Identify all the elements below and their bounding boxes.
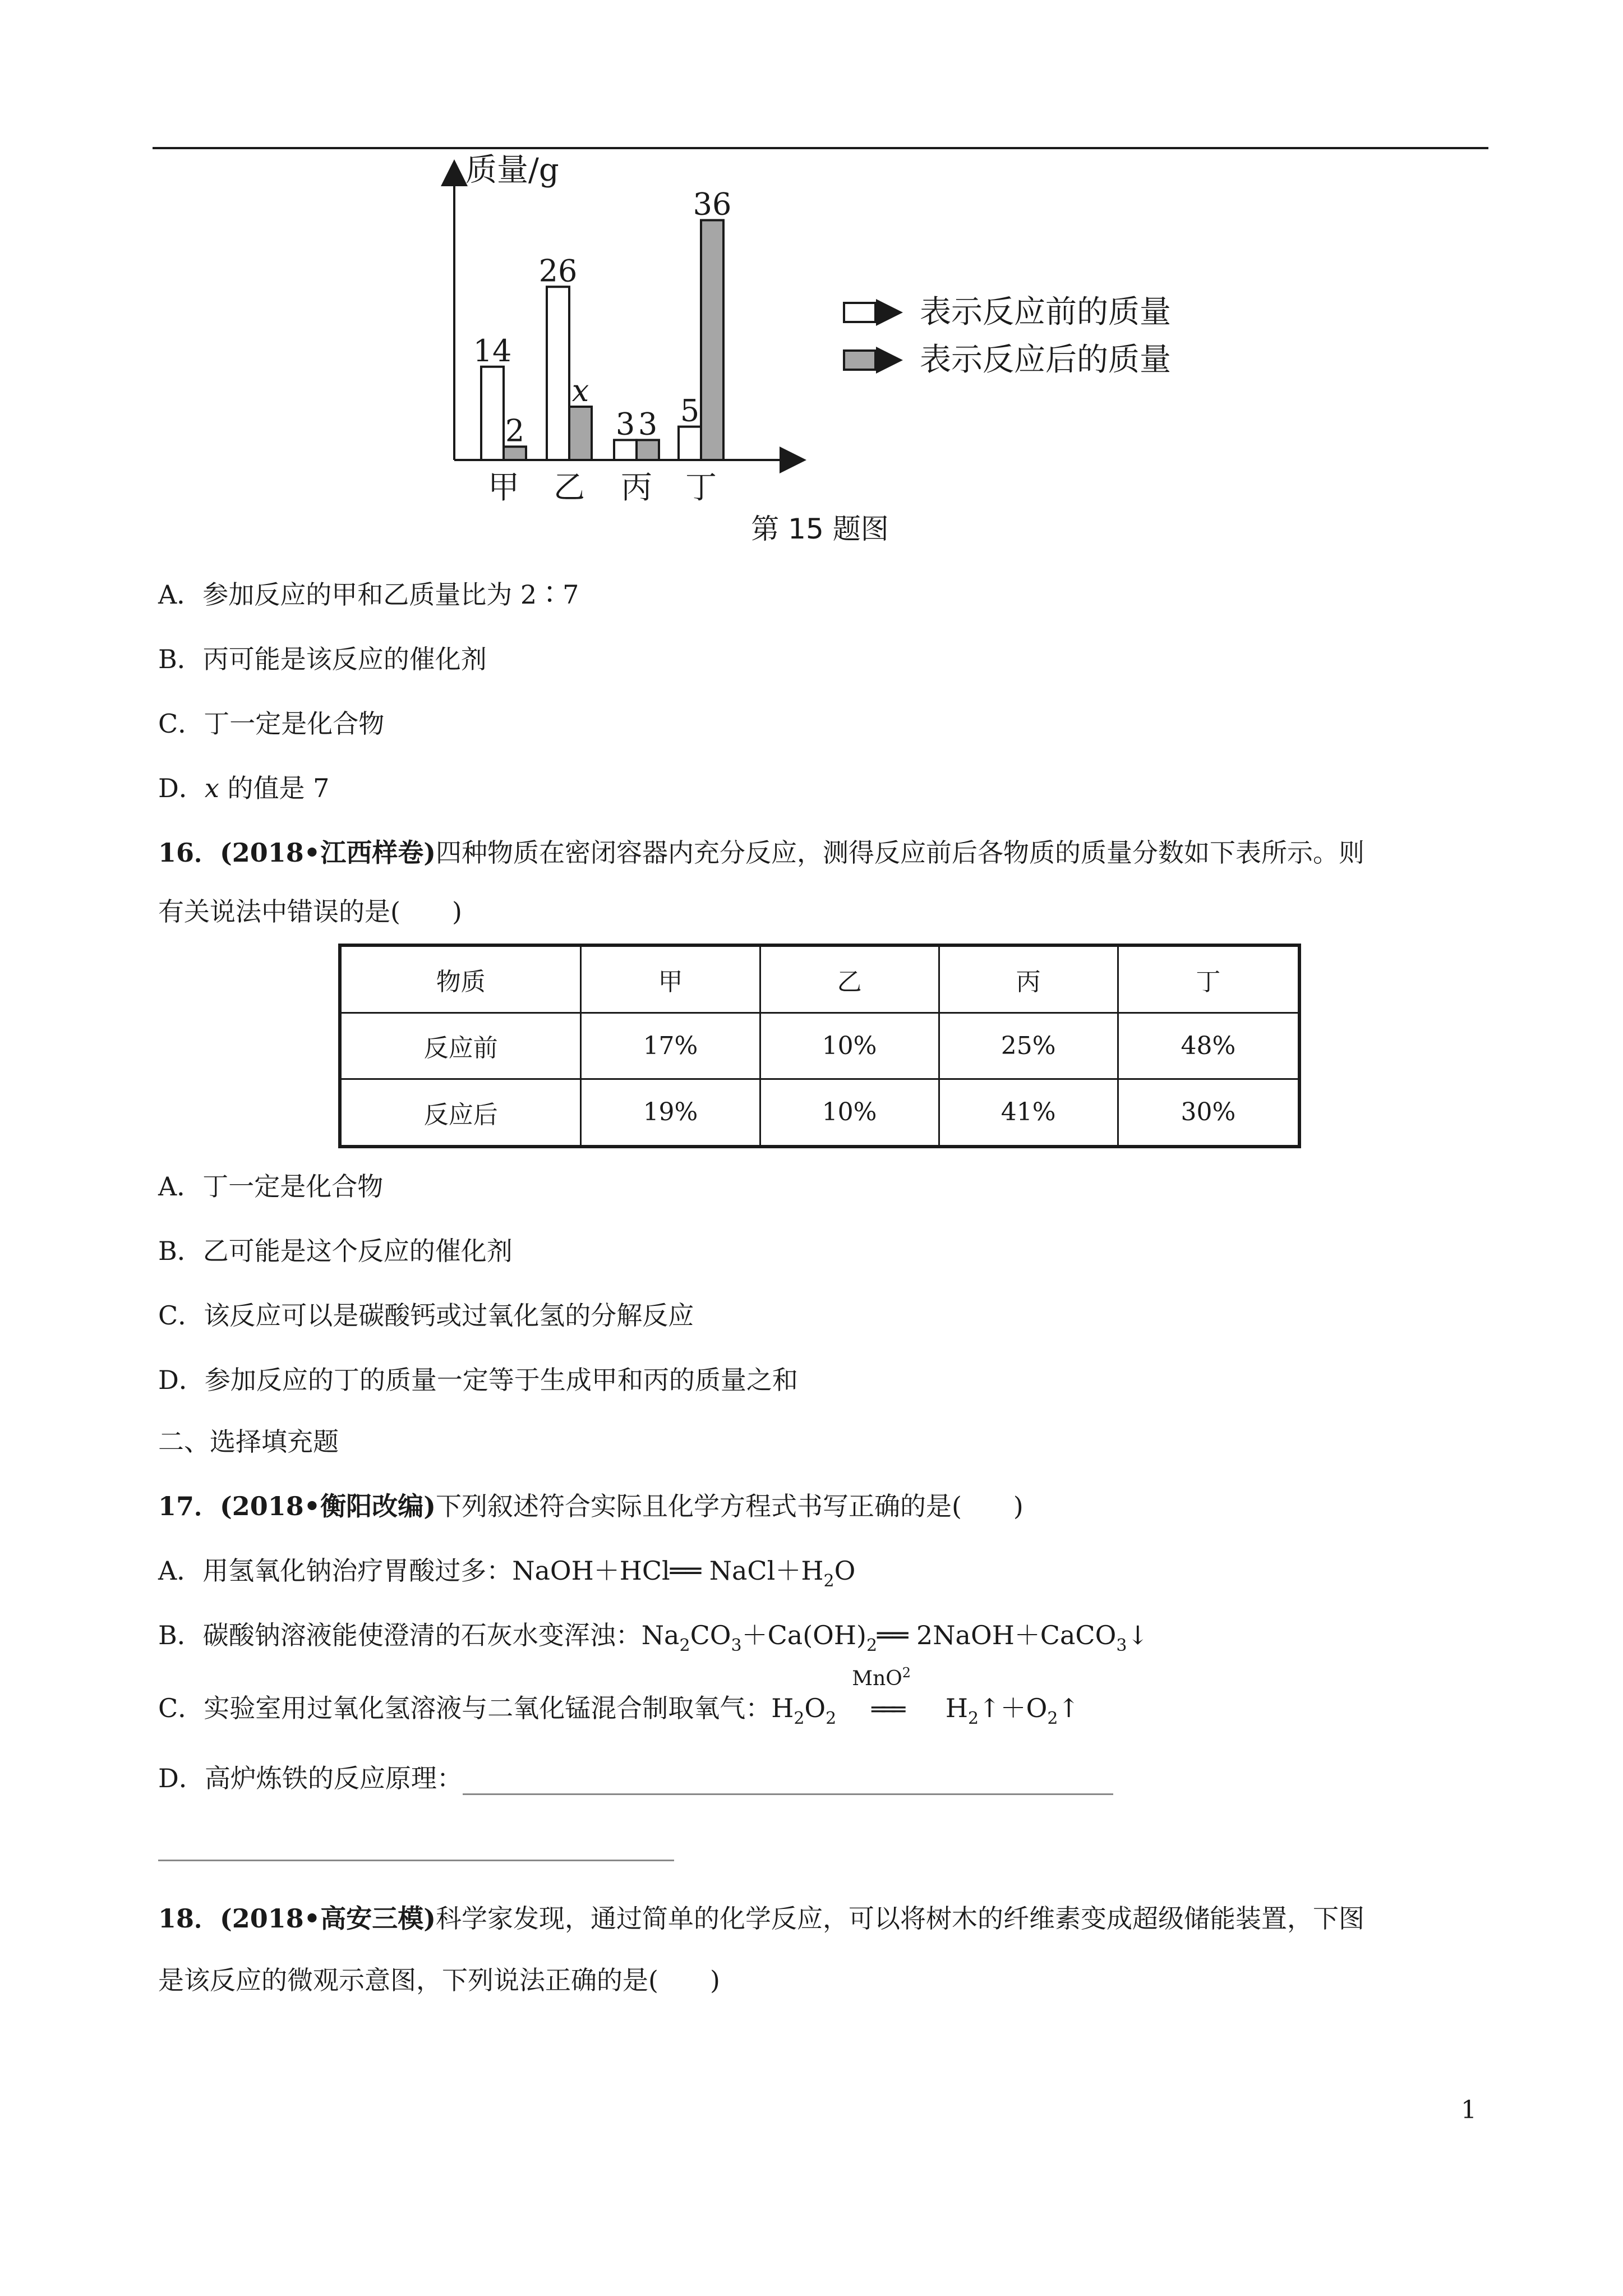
bar-after-3 bbox=[701, 220, 723, 461]
table-cell: 30% bbox=[1118, 1079, 1299, 1147]
table-cell: 物质 bbox=[340, 945, 581, 1013]
q15-option-c: C．丁一定是化合物 bbox=[158, 708, 385, 739]
value-label-after-2: 3 bbox=[638, 406, 658, 442]
q17-option-a: A．用氢氧化钠治疗胃酸过多：NaOH＋HCl══ $NaCl+H_2O$ bbox=[158, 1556, 856, 1591]
chart-caption: 第 15 题图 bbox=[751, 513, 889, 545]
category-label-3: 丁 bbox=[685, 470, 717, 506]
q18-stem-line2: 是该反应的微观示意图，下列说法正确的是( ) bbox=[158, 1965, 720, 1995]
table-cell: 反应前 bbox=[340, 1013, 581, 1079]
bar-before-2 bbox=[614, 440, 637, 460]
value-label-before-3: 5 bbox=[680, 393, 700, 429]
table-cell: 19% bbox=[581, 1079, 760, 1147]
q17-option-b: B．碳酸钠溶液能使澄清的石灰水变浑浊：$Na_2CO_3+Ca(OH)_2══$ 2NaOH＋CaCO$_3$↓ bbox=[158, 1620, 1149, 1655]
value-label-after-1: x bbox=[571, 373, 589, 408]
value-label-before-1: 26 bbox=[538, 253, 578, 289]
bar-before-0 bbox=[481, 367, 504, 460]
q16-stem-line2: 有关说法中错误的是( ) bbox=[158, 896, 462, 927]
q17-option-c: C．实验室用过氧化氢溶液与二氧化锰混合制取氧气：$H_2O_2$ MnO$^2$ ═══ $H_2↑+O_2↑$ bbox=[158, 1691, 1080, 1729]
value-label-before-2: 3 bbox=[615, 406, 635, 442]
bar-after-1 bbox=[569, 407, 592, 460]
value-label-after-3: 36 bbox=[693, 186, 732, 222]
category-label-2: 丙 bbox=[621, 470, 652, 506]
q16-option-a: A．丁一定是化合物 bbox=[158, 1171, 384, 1202]
table-cell: 乙 bbox=[760, 945, 939, 1013]
q15-option-a: A．参加反应的甲和乙质量比为 2∶7 bbox=[158, 579, 579, 610]
reaction-condition: MnO$^2$ bbox=[852, 1665, 911, 1690]
q18-stem-line1: 18．(2018•高安三模)科学家发现，通过简单的化学反应，可以将树木的纤维素变成超级储能装置，下图 bbox=[158, 1903, 1364, 1934]
legend-label-after: 表示反应后的质量 bbox=[920, 342, 1171, 378]
answer-blank bbox=[463, 1771, 1113, 1795]
q16-option-d: D．参加反应的丁的质量一定等于生成甲和丙的质量之和 bbox=[158, 1365, 798, 1395]
table-cell: 反应后 bbox=[340, 1079, 581, 1147]
table-cell: 10% bbox=[760, 1079, 939, 1147]
legend-swatch-before bbox=[844, 303, 875, 322]
page-number: 1 bbox=[1461, 2096, 1477, 2124]
answer-blank-continued bbox=[158, 1837, 674, 1861]
bar-after-0 bbox=[504, 447, 526, 460]
table-cell: 丙 bbox=[939, 945, 1118, 1013]
section-heading: 二、选择填充题 bbox=[158, 1427, 339, 1457]
bar-chart bbox=[415, 151, 1256, 555]
q17-stem: 17．(2018•衡阳改编)下列叙述符合实际且化学方程式书写正确的是( ) bbox=[158, 1491, 1023, 1521]
table-header-row bbox=[340, 945, 1299, 1013]
header-rule bbox=[153, 147, 1488, 149]
table-cell: 甲 bbox=[581, 945, 760, 1013]
legend-label-before: 表示反应前的质量 bbox=[920, 294, 1171, 330]
table-cell: 48% bbox=[1118, 1013, 1299, 1079]
q16-data-table bbox=[338, 944, 1301, 1148]
table-cell: 41% bbox=[939, 1079, 1118, 1147]
category-label-1: 乙 bbox=[554, 470, 585, 506]
table-cell: 10% bbox=[760, 1013, 939, 1079]
table-row bbox=[340, 1013, 1299, 1079]
table-row bbox=[340, 1079, 1299, 1147]
q15-option-d: D．x 的值是 7 bbox=[158, 773, 330, 803]
table-cell: 丁 bbox=[1118, 945, 1299, 1013]
q16-option-c: C．该反应可以是碳酸钙或过氧化氢的分解反应 bbox=[158, 1300, 694, 1331]
category-label-0: 甲 bbox=[488, 470, 519, 506]
q15-option-b: B．丙可能是该反应的催化剂 bbox=[158, 644, 487, 674]
bar-before-3 bbox=[679, 427, 701, 460]
q17-option-d: D．高炉炼铁的反应原理： bbox=[158, 1761, 1113, 1795]
value-label-before-0: 14 bbox=[473, 333, 512, 369]
bar-after-2 bbox=[637, 440, 659, 460]
q16-stem-line1: 16．(2018•江西样卷)四种物质在密闭容器内充分反应，测得反应前后各物质的质量分数如下表所示。则 bbox=[158, 838, 1364, 868]
table-cell: 17% bbox=[581, 1013, 760, 1079]
value-label-after-0: 2 bbox=[505, 413, 525, 449]
bar-before-1 bbox=[547, 287, 569, 460]
y-axis-label: 质量/g bbox=[465, 152, 559, 188]
q16-option-b: B．乙可能是这个反应的催化剂 bbox=[158, 1236, 513, 1266]
legend-swatch-after bbox=[844, 351, 875, 370]
table-cell: 25% bbox=[939, 1013, 1118, 1079]
